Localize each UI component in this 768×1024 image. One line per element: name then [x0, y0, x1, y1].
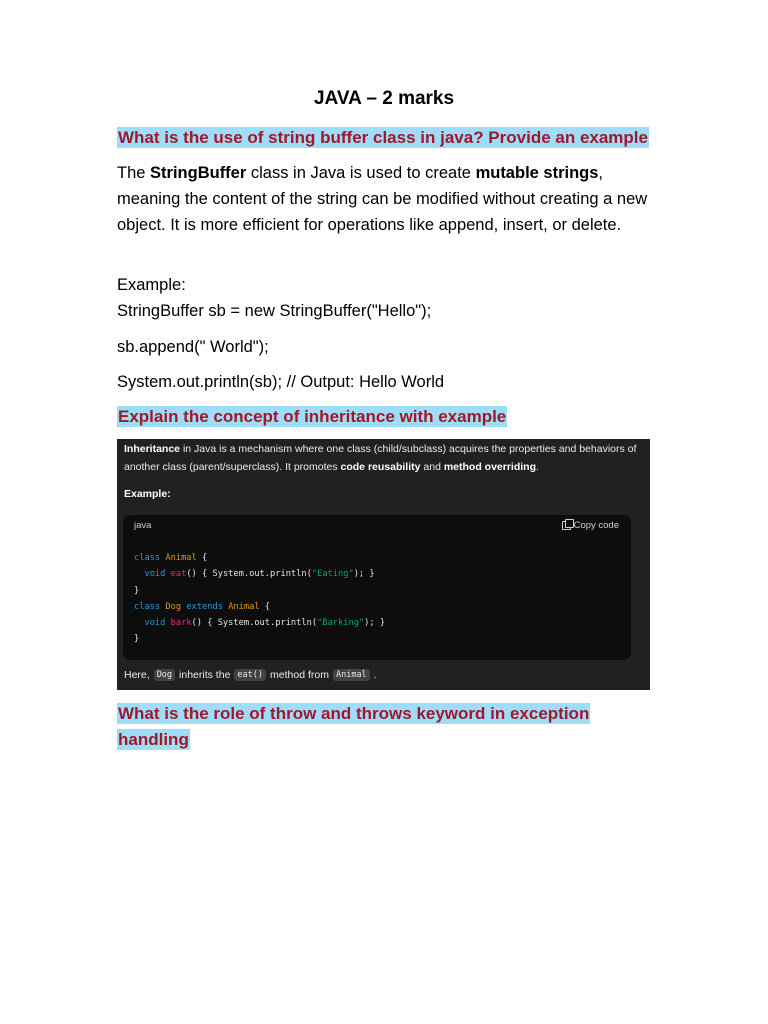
question-2-heading: Explain the concept of inheritance with example: [118, 407, 507, 426]
inheritance-screenshot-panel: [117, 439, 650, 690]
example-label: Example:: [117, 276, 186, 294]
copy-icon: [562, 521, 571, 530]
code-chip-dog: Dog: [154, 669, 175, 681]
panel-outro-text: Here, Dog inherits the eat() method from Animal .: [124, 669, 377, 681]
code-content: class Animal { void eat() { System.out.println("Eating"); } } class Dog extends Animal { void bark() { System.out.println("Barking"); } }: [134, 553, 386, 645]
code-chip-animal: Animal: [333, 669, 370, 681]
example-code-line-1: StringBuffer sb = new StringBuffer("Hello");: [117, 302, 432, 320]
term-stringbuffer: StringBuffer: [150, 164, 247, 182]
question-1-heading: What is the use of string buffer class in java? Provide an example: [118, 128, 648, 147]
code-block: [123, 515, 631, 660]
copy-code-button: Copy code: [562, 520, 619, 531]
code-chip-eat: eat(): [234, 669, 266, 681]
page-title: JAVA – 2 marks: [313, 88, 455, 109]
term-mutable-strings: mutable strings: [475, 164, 599, 182]
question-1-answer: The StringBuffer class in Java is used to create mutable strings, meaning the content of the string can be modified without creating a new object. It is more efficient for operations like append, insert, or delete.: [117, 164, 648, 234]
example-code-line-3: System.out.println(sb); // Output: Hello World: [117, 373, 445, 391]
question-3-heading: What is the role of throw and throws keyword in exception handling: [118, 704, 590, 749]
panel-example-label: Example:: [124, 488, 171, 500]
example-code-line-2: sb.append(" World");: [117, 338, 269, 356]
code-language-label: java: [134, 520, 152, 531]
panel-intro-text: Inheritance in Java is a mechanism where one class (child/subclass) acquires the properties and behaviors of another class (parent/superclass). It promotes code reusability and method overriding.: [124, 443, 637, 473]
